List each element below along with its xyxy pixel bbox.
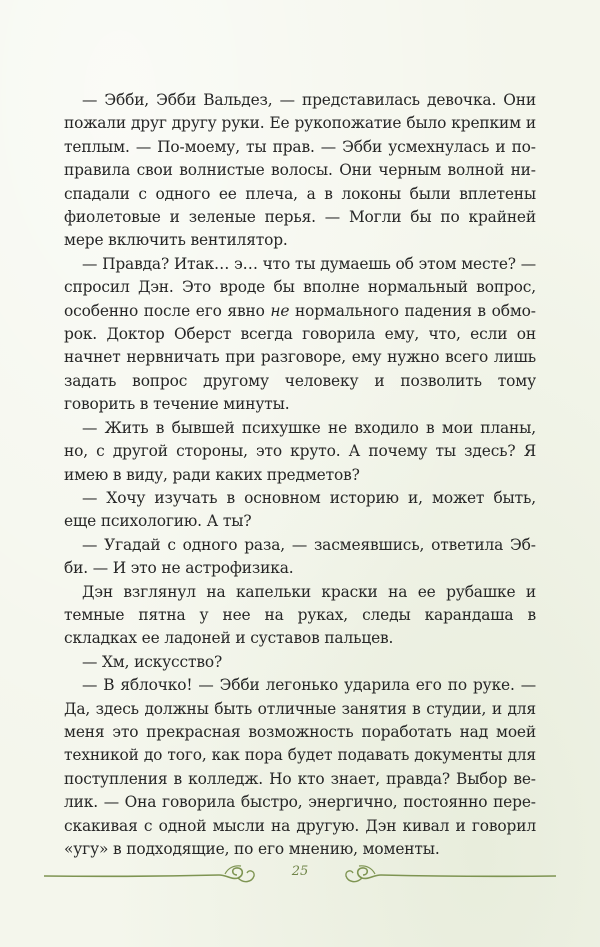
paragraph-text: — В яблочко! — Эбби легонько ударила его по руке. — Да, здесь должны быть отличные занятия в студии, и для меня это прекрасная возможность поработать над моей техникой до того, как пора будет подавать документы для поступления в колледж. Но кто знает, правда? Выбор велик. — Она говорила быстро, энергично, постоянно перескакивая с одной мысли на другую. Дэн кивал и говорил «угу» в подходящие, по его мнению, моменты. (64, 676, 536, 858)
paragraph-text: — Хм, искусство? (82, 652, 223, 671)
paragraph-text: — Правда? Итак… э… что ты думаешь об этом месте? — спросил Дэн. Это вроде бы вполне нормальный вопрос, особенно после его явно (64, 254, 536, 320)
emphasis-text: не (270, 301, 290, 320)
paragraph-text: — Жить в бывшей психушке не входило в мои планы, но, с другой стороны, это круто. А почему ты здесь? Я имею в виду, ради каких предметов? (64, 418, 536, 484)
paragraph (64, 89, 536, 253)
book-page-text (64, 89, 536, 861)
paragraph (64, 651, 536, 674)
paragraph (64, 581, 536, 651)
paragraph-text: Дэн взглянул на капельки краски на ее рубашке и темные пятна у нее на руках, следы карандаша в складках ее ладоней и суставов пальцев. (64, 582, 536, 648)
paragraph-text: нормального падения в обморок. Доктор Оберст всегда говорила ему, что, если он начнет нервничать при разговоре, ему нужно всего лишь задать вопрос другому человеку и позволить тому говорить в течение минуты. (64, 301, 536, 414)
paragraph (64, 674, 536, 861)
paragraph (64, 253, 536, 417)
paragraph (64, 534, 536, 581)
paragraph-text: — Угадай с одного раза, — засмеявшись, ответила Эбби. — И это не астрофизика. (64, 535, 536, 578)
page-number: 25 (291, 864, 309, 879)
page-footer (44, 860, 556, 890)
paragraph-text: — Эбби, Эбби Вальдез, — представилась девочка. Они пожали друг другу руки. Ее рукопожатие было крепким и теплым. — По-моему, ты прав. — Эбби усмехнулась и поправила свои волнистые волосы. Они черным волной ниспадали с одного ее плеча, а в локоны были вплетены фиолетовые и зеленые перья. — Могли бы по крайней мере включить вентилятор. (64, 91, 536, 250)
paragraph-text: — Хочу изучать в основном историю и, может быть, еще психологию. А ты? (64, 488, 536, 531)
paragraph (64, 417, 536, 487)
paragraph (64, 487, 536, 534)
